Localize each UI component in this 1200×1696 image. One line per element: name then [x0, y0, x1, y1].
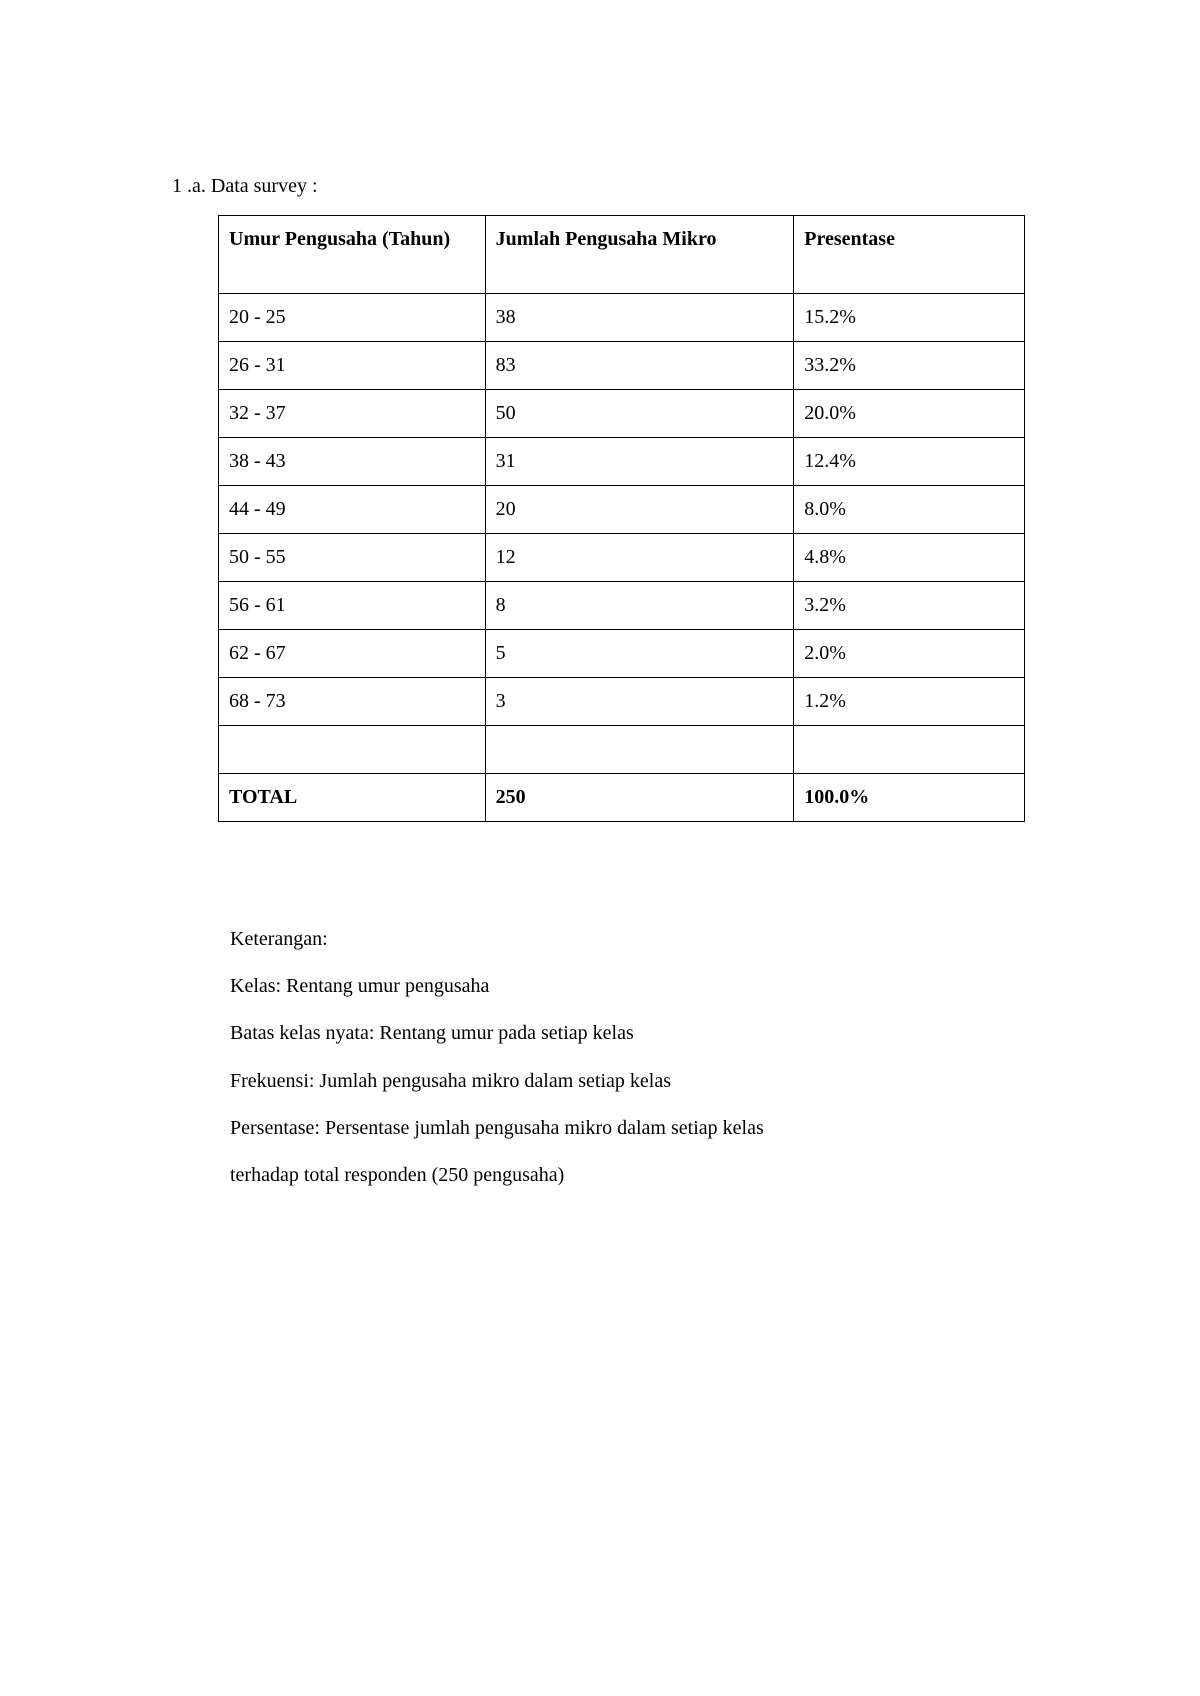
table-row — [219, 726, 1025, 774]
table-cell — [485, 726, 794, 774]
section-heading: 1 .a. Data survey : — [172, 175, 318, 197]
table-row — [219, 486, 1025, 534]
survey-table — [218, 215, 1025, 822]
table-cell: 20.0% — [794, 390, 1025, 438]
table-cell: 38 - 43 — [219, 438, 486, 486]
table-cell: 3 — [485, 678, 794, 726]
table-row — [219, 534, 1025, 582]
table-header-row — [219, 216, 1025, 294]
header-cell: Presentase — [794, 216, 1025, 294]
table-total-row — [219, 774, 1025, 822]
table-cell: 1.2% — [794, 678, 1025, 726]
notes-section — [230, 924, 764, 1207]
table-row — [219, 438, 1025, 486]
table-cell: 8.0% — [794, 486, 1025, 534]
table-cell: 8 — [485, 582, 794, 630]
notes-title: Keterangan: — [230, 928, 328, 950]
note-line: Batas kelas nyata: Rentang umur pada setiap kelas — [230, 1022, 634, 1045]
note-line: Persentase: Persentase jumlah pengusaha mikro dalam setiap kelas — [230, 1116, 764, 1139]
table-cell: 31 — [485, 438, 794, 486]
table-cell: 2.0% — [794, 630, 1025, 678]
table-cell: 62 - 67 — [219, 630, 486, 678]
table-cell: TOTAL — [219, 774, 486, 822]
table-cell: 83 — [485, 342, 794, 390]
table-cell: 33.2% — [794, 342, 1025, 390]
table-cell: 56 - 61 — [219, 582, 486, 630]
note-line: terhadap total responden (250 pengusaha) — [230, 1163, 565, 1186]
table-cell: 68 - 73 — [219, 678, 486, 726]
table-cell — [794, 726, 1025, 774]
table-cell: 12.4% — [794, 438, 1025, 486]
table-row — [219, 582, 1025, 630]
table-cell: 26 - 31 — [219, 342, 486, 390]
table-row — [219, 630, 1025, 678]
table-cell: 20 - 25 — [219, 294, 486, 342]
table-cell: 5 — [485, 630, 794, 678]
table-cell: 15.2% — [794, 294, 1025, 342]
note-line: Kelas: Rentang umur pengusaha — [230, 975, 490, 998]
table-row — [219, 678, 1025, 726]
header-cell: Jumlah Pengusaha Mikro — [485, 216, 794, 294]
table-cell: 100.0% — [794, 774, 1025, 822]
table-cell: 250 — [485, 774, 794, 822]
table-cell: 12 — [485, 534, 794, 582]
table-cell: 3.2% — [794, 582, 1025, 630]
table-cell: 32 - 37 — [219, 390, 486, 438]
table-cell: 38 — [485, 294, 794, 342]
table-row — [219, 342, 1025, 390]
table-cell: 50 — [485, 390, 794, 438]
table-row — [219, 390, 1025, 438]
table-cell: 4.8% — [794, 534, 1025, 582]
header-cell: Umur Pengusaha (Tahun) — [219, 216, 486, 294]
note-line: Frekuensi: Jumlah pengusaha mikro dalam setiap kelas — [230, 1069, 672, 1092]
table-cell: 50 - 55 — [219, 534, 486, 582]
table-cell: 44 - 49 — [219, 486, 486, 534]
table-cell: 20 — [485, 486, 794, 534]
table-row — [219, 294, 1025, 342]
table-cell — [219, 726, 486, 774]
